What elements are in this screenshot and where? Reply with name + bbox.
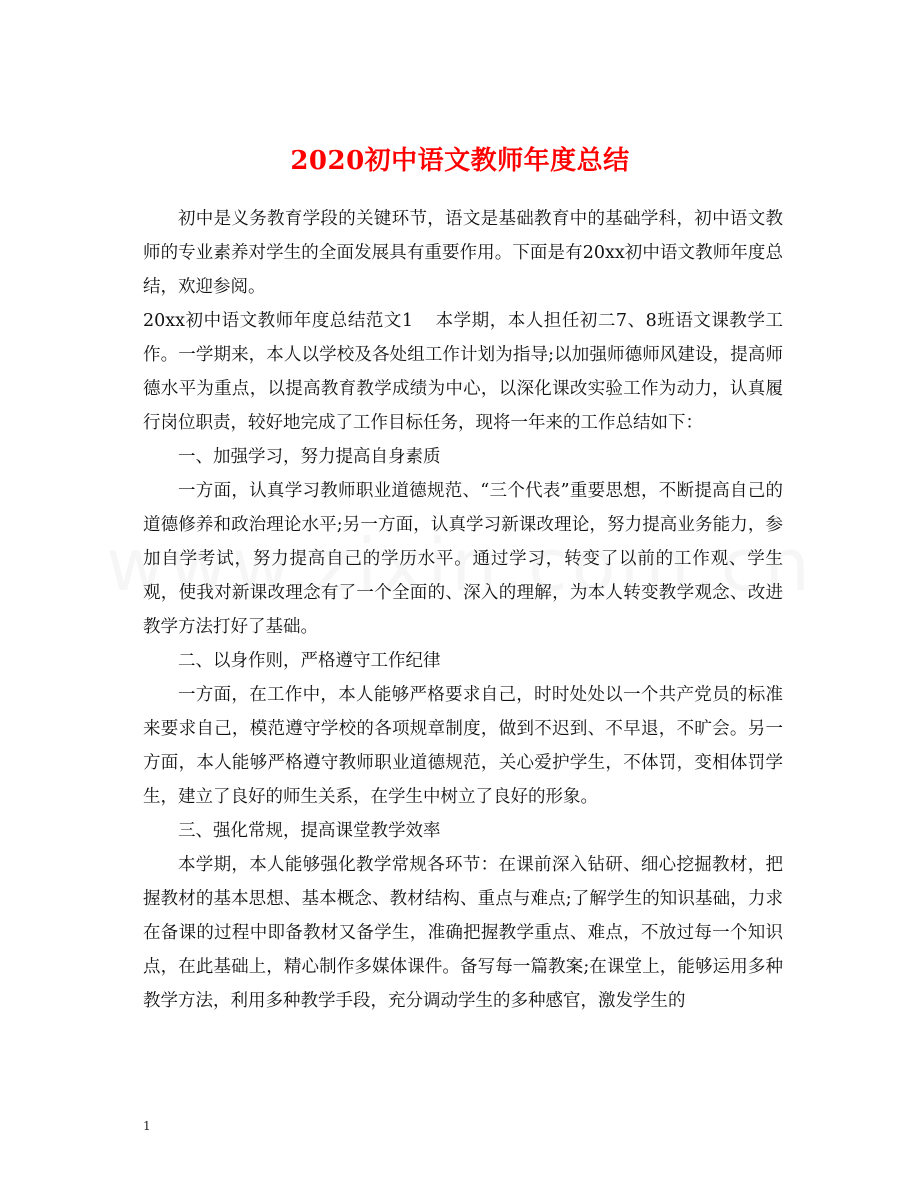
section-heading-2: 二、以身作则，严格遵守工作纪律: [178, 651, 441, 671]
section-paragraph-2: 一方面，在工作中，本人能够严格要求自己，时时处处以一个共产党员的标准来要求自己，模范遵守学校的各项规章制度，做到不迟到、不早退，不旷会。另一方面，本人能够严格遵守教师职业道德规范，关心爱护学生，不体罚，变相体罚学生，建立了良好的师生关系，在学生中树立了良好的形象。: [143, 685, 783, 807]
document-title: 2020初中语文教师年度总结: [290, 146, 630, 177]
section-heading-3: 三、强化常规，提高课堂教学效率: [178, 821, 441, 841]
section-paragraph-3: 本学期，本人能够强化教学常规各环节：在课前深入钻研、细心挖掘教材，把握教材的基本思想、基本概念、教材结构、重点与难点;了解学生的知识基础，力求在备课的过程中即备教材又备学生，准确把握教学重点、难点，不放过每一个知识点，在此基础上，精心制作多媒体课件。备写每一篇教案;在课堂上，能够运用多种教学方法，利用多种教学手段，充分调动学生的多种感官，激发学生的: [143, 855, 783, 1011]
section-heading-1: 一、加强学习，努力提高自身素质: [178, 447, 441, 467]
sample-paragraph: [143, 304, 783, 440]
intro-paragraph: 初中是义务教育学段的关键环节，语文是基础教育中的基础学科，初中语文教师的专业素养对学生的全面发展具有重要作用。下面是有20xx初中语文教师年度总结，欢迎参阅。: [143, 209, 783, 297]
document-body: [143, 202, 783, 1018]
page-number: 1: [143, 1119, 151, 1133]
sample-intro-text: 本学期，本人担任初二7、8班语文课教学工作。一学期来，本人以学校及各处组工作计划为指导;以加强师德师风建设，提高师德水平为重点，以提高教育教学成绩为中心，以深化课改实验工作为动力，认真履行岗位职责，较好地完成了工作目标任务，现将一年来的工作总结如下：: [143, 311, 783, 433]
sample-title: 20xx初中语文教师年度总结范文1: [143, 311, 414, 331]
section-paragraph-1: 一方面，认真学习教师职业道德规范、“三个代表”重要思想，不断提高自己的道德修养和政治理论水平;另一方面，认真学习新课改理论，努力提高业务能力，参加自学考试，努力提高自己的学历水平。通过学习，转变了以前的工作观、学生观，使我对新课改理念有了一个全面的、深入的理解，为本人转变教学观念、改进教学方法打好了基础。: [143, 481, 783, 637]
